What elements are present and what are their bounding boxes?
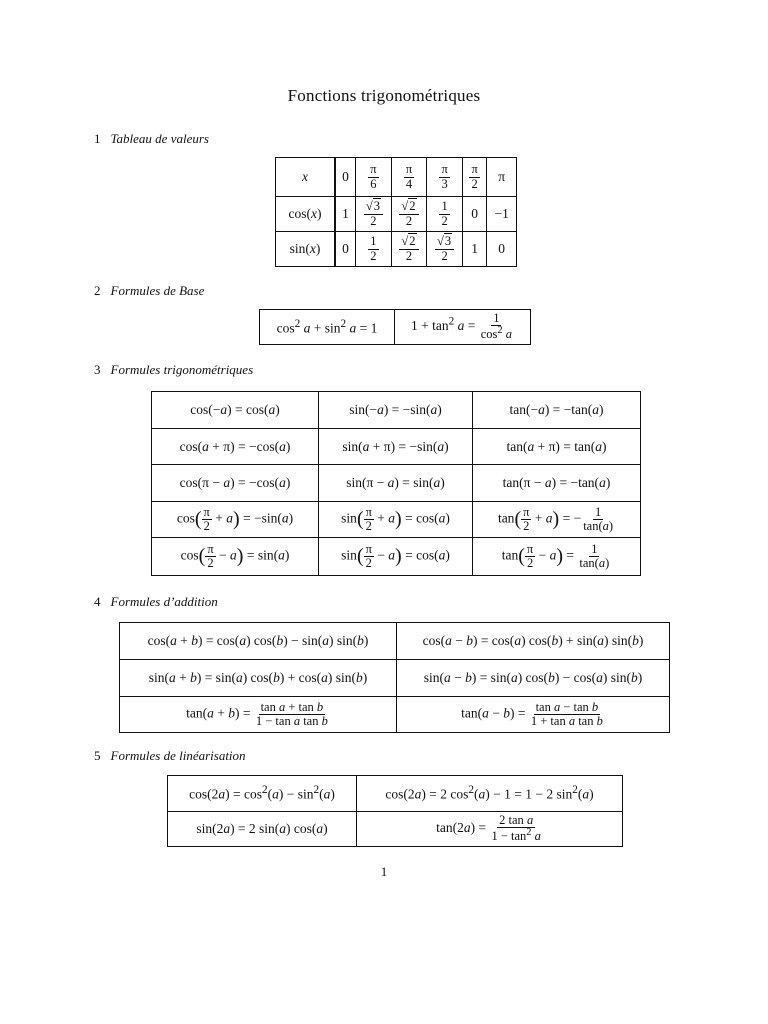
section-heading-3 bbox=[94, 362, 253, 378]
angle-pi-6: $\frac{\pi}{6}$ bbox=[356, 158, 392, 197]
row-label-cos: cos(x) bbox=[276, 197, 336, 232]
page-title: Fonctions trigonométriques bbox=[287, 86, 481, 105]
trig-formulas-table bbox=[151, 391, 641, 576]
trig-formula-cell: cos(a + π) = −cos(a) bbox=[152, 429, 319, 465]
sin-value: $\frac{√3}{2}$ bbox=[427, 232, 463, 267]
base-formula-cell: $\cos^2 a + \sin^2 a = 1$ bbox=[260, 310, 395, 345]
sin-value: 0 bbox=[487, 232, 517, 267]
trig-row bbox=[152, 392, 641, 429]
trig-formula-cell: sin(a + π) = −sin(a) bbox=[319, 429, 473, 465]
section-number: 4 bbox=[94, 594, 101, 609]
angle-0: 0 bbox=[335, 158, 356, 197]
section-heading-5 bbox=[94, 748, 246, 764]
addition-formula-cell: cos(a − b) = cos(a) cos(b) + sin(a) sin(b) bbox=[397, 623, 670, 660]
values-row-sin bbox=[276, 232, 517, 267]
sin-value: $\frac{1}{2}$ bbox=[356, 232, 392, 267]
cos-value: $\frac{1}{2}$ bbox=[427, 197, 463, 232]
section-number: 2 bbox=[94, 283, 101, 298]
trig-formula-cell: tan( $\frac{\pi}{2}$ + a) = − $\frac{1}{\tan(a)}$ bbox=[473, 502, 641, 538]
values-row-x bbox=[276, 158, 517, 197]
section-title: Formules d’addition bbox=[110, 594, 218, 609]
cos-value: $\frac{√3}{2}$ bbox=[356, 197, 392, 232]
trig-formula-cell: cos( $\frac{\pi}{2}$ − a) = sin(a) bbox=[152, 538, 319, 576]
linearisation-row bbox=[168, 812, 623, 847]
addition-formula-cell: sin(a + b) = sin(a) cos(b) + cos(a) sin(b) bbox=[120, 660, 397, 697]
section-heading-1 bbox=[94, 131, 209, 147]
sin-value: 0 bbox=[335, 232, 356, 267]
linearisation-row bbox=[168, 776, 623, 812]
base-formulas-table bbox=[259, 309, 531, 345]
addition-row bbox=[120, 623, 670, 660]
linearisation-formula-cell: cos(2a) = 2 $\cos^2(a) - 1 = 1 - 2$ $\sin^2(a)$ bbox=[357, 776, 623, 812]
angle-pi-4: $\frac{\pi}{4}$ bbox=[391, 158, 427, 197]
linearisation-formulas-table bbox=[167, 775, 623, 847]
trig-row bbox=[152, 465, 641, 502]
cos-value: $\frac{√2}{2}$ bbox=[391, 197, 427, 232]
base-formula-cell: $1 + \tan^2 a$ = $\frac{1}{\cos^2 a}$ bbox=[395, 310, 531, 345]
cos-value: 1 bbox=[335, 197, 356, 232]
linearisation-formula-cell: sin(2a) = 2 sin(a) cos(a) bbox=[168, 812, 357, 847]
angle-pi-3: $\frac{\pi}{3}$ bbox=[427, 158, 463, 197]
trig-row bbox=[152, 502, 641, 538]
trig-formula-cell: tan( $\frac{\pi}{2}$ − a) = $\frac{1}{\tan(a)}$ bbox=[473, 538, 641, 576]
sin-value: 1 bbox=[462, 232, 486, 267]
values-table bbox=[275, 157, 517, 267]
addition-row bbox=[120, 697, 670, 733]
section-title: Formules trigonométriques bbox=[110, 362, 254, 377]
angle-pi-2: $\frac{\pi}{2}$ bbox=[462, 158, 486, 197]
section-title: Tableau de valeurs bbox=[110, 131, 209, 146]
row-label-x: x bbox=[276, 158, 336, 197]
values-row-cos bbox=[276, 197, 517, 232]
trig-formula-cell: tan(a + π) = tan(a) bbox=[473, 429, 641, 465]
linearisation-formula-cell: $\cos(2a) = \cos^2(a) - \sin^2(a)$ bbox=[168, 776, 357, 812]
section-number: 5 bbox=[94, 748, 101, 763]
trig-formula-cell: sin( $\frac{\pi}{2}$ − a) = cos(a) bbox=[319, 538, 473, 576]
row-label-sin: sin(x) bbox=[276, 232, 336, 267]
trig-formula-cell: cos(−a) = cos(a) bbox=[152, 392, 319, 429]
section-title: Formules de linéarisation bbox=[110, 748, 246, 763]
trig-formula-cell: sin(π − a) = sin(a) bbox=[319, 465, 473, 502]
addition-formula-cell: sin(a − b) = sin(a) cos(b) − cos(a) sin(b) bbox=[397, 660, 670, 697]
angle-pi: π bbox=[487, 158, 517, 197]
sin-value: $\frac{√2}{2}$ bbox=[391, 232, 427, 267]
trig-formula-cell: tan(π − a) = −tan(a) bbox=[473, 465, 641, 502]
trig-formula-cell: cos( $\frac{\pi}{2}$ + a) = −sin(a) bbox=[152, 502, 319, 538]
section-number: 3 bbox=[94, 362, 101, 377]
section-heading-4 bbox=[94, 594, 218, 610]
trig-row bbox=[152, 429, 641, 465]
trig-formula-cell: sin( $\frac{\pi}{2}$ + a) = cos(a) bbox=[319, 502, 473, 538]
page-number: 1 bbox=[380, 864, 388, 879]
trig-formula-cell: tan(−a) = −tan(a) bbox=[473, 392, 641, 429]
addition-row bbox=[120, 660, 670, 697]
cos-value: 0 bbox=[462, 197, 486, 232]
base-formulas-row bbox=[260, 310, 531, 345]
section-title: Formules de Base bbox=[110, 283, 205, 298]
addition-formula-cell: tan(a + b) = $\frac{\text{tan a + tan b}}{\text{1 − tan a tan b}}$ bbox=[120, 697, 397, 733]
addition-formulas-table bbox=[119, 622, 670, 733]
cos-value: −1 bbox=[487, 197, 517, 232]
section-heading-2 bbox=[94, 283, 204, 299]
trig-row bbox=[152, 538, 641, 576]
section-number: 1 bbox=[94, 131, 101, 146]
trig-formula-cell: sin(−a) = −sin(a) bbox=[319, 392, 473, 429]
trig-formula-cell: cos(π − a) = −cos(a) bbox=[152, 465, 319, 502]
addition-formula-cell: cos(a + b) = cos(a) cos(b) − sin(a) sin(b) bbox=[120, 623, 397, 660]
addition-formula-cell: tan(a − b) = $\frac{\text{tan a − tan b}}{\text{1 + tan a tan b}}$ bbox=[397, 697, 670, 733]
linearisation-formula-cell: tan(2a) = $\frac{\text{2 tan a}}{1 - \tan^2 a}$ bbox=[357, 812, 623, 847]
